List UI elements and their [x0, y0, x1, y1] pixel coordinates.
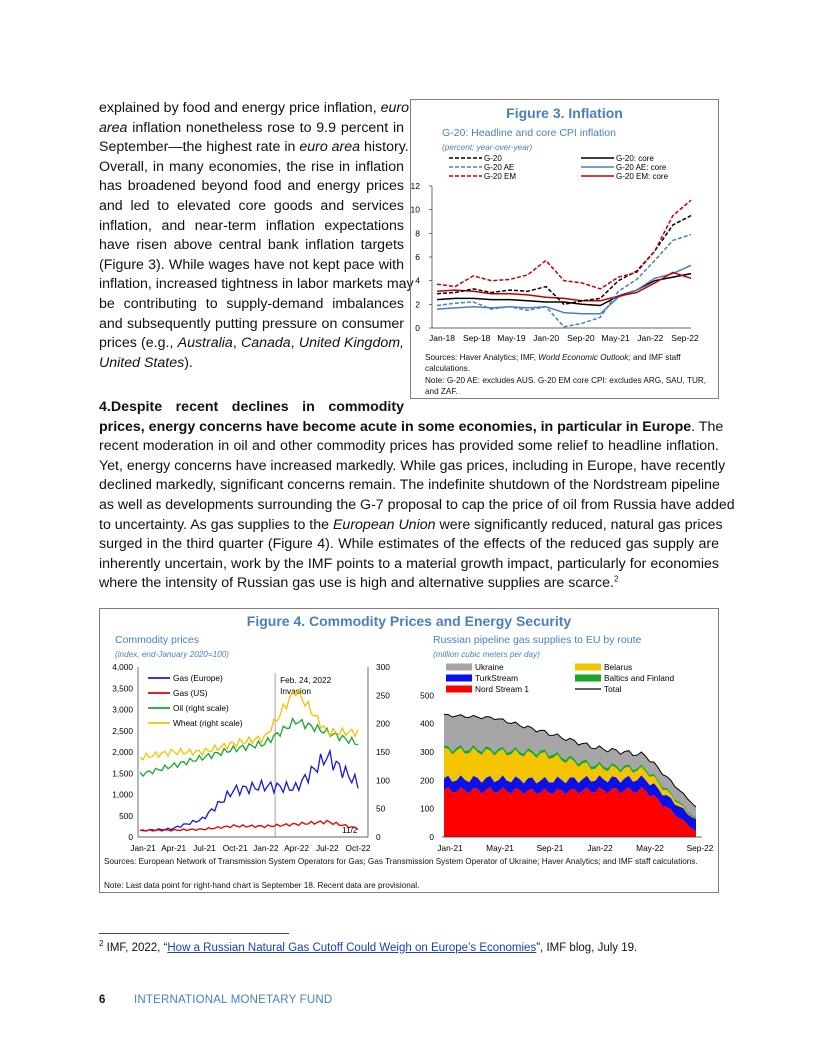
italic-run: United Kingdom,	[298, 335, 404, 352]
paragraph-inflation	[99, 99, 414, 373]
bold-run: Despite recent declines in commodity	[110, 399, 404, 415]
y-tick-label: 400	[420, 718, 434, 729]
annotation-last-date: 11/2	[342, 825, 358, 835]
para2-line	[99, 516, 723, 536]
figure-3-subtitle: G-20: Headline and core CPI inflation	[442, 127, 616, 139]
legend-label: G-20	[484, 154, 502, 163]
legend-label: G-20 AE: core	[616, 163, 667, 172]
legend-label: Wheat (right scale)	[173, 718, 243, 728]
text-run: inflation nonetheless rose to 9.9 percent in	[127, 119, 404, 136]
x-tick-label: May-19	[497, 333, 526, 343]
text-run: (Figure 3). While wages have not kept pace with	[99, 256, 404, 273]
legend-label: G-20 AE	[484, 163, 515, 172]
figure-3-chart	[411, 152, 718, 352]
text-run: be contributing to supply-demand imbalances	[99, 295, 404, 312]
italic-run: euro	[380, 100, 409, 116]
figure-3-note: Note: G-20 AE: excludes AUS. G-20 EM core CPI: excludes ARG, SAU, TUR, and ZAF.	[425, 376, 707, 396]
figure-4-right-chart	[412, 659, 712, 854]
italic-run: Canada	[240, 335, 291, 352]
y-left-tick-label: 0	[128, 832, 133, 842]
legend-label: G-20 EM: core	[616, 172, 669, 181]
para1-line	[99, 334, 404, 354]
legend-label: Total	[604, 684, 622, 694]
x-tick-label: Sep-22	[671, 333, 699, 343]
series-line	[437, 200, 691, 289]
figure-4-right-units: (million cubic meters per day)	[433, 650, 540, 659]
x-tick-label: Apr-21	[161, 843, 187, 853]
series-line	[437, 272, 691, 300]
x-tick-label: Sep-20	[567, 333, 595, 343]
legend-label: G-20 EM	[484, 172, 517, 181]
y-tick-label: 12	[410, 181, 420, 191]
y-tick-label: 0	[415, 323, 420, 333]
para2-line: as well as developments surrounding the G-7 proposal to cap the price of oil from Russia have added	[99, 496, 735, 513]
legend-label: TurkStream	[475, 673, 519, 683]
footnote-2: $^2$ IMF, 2022, “How a Russian Natural Gas Cutoff Could Weigh on Europe’s Economies”, IMF blog, July 19.	[99, 939, 638, 954]
text-run: ).	[184, 354, 193, 371]
para1-line	[99, 275, 414, 295]
y-tick-label: 200	[420, 775, 434, 786]
y-tick-label: 8	[415, 228, 420, 239]
text-run: September—the highest rate in	[99, 139, 300, 156]
x-tick-label: Jul-21	[193, 843, 216, 853]
italic-run: euro area	[299, 139, 361, 156]
figure-3-units: (percent; year-over-year)	[442, 143, 533, 152]
y-right-tick-label: 200	[376, 718, 390, 729]
legend-swatch	[446, 664, 472, 671]
x-tick-label: Oct-21	[222, 843, 248, 853]
para1-line	[99, 177, 404, 197]
y-right-tick-label: 50	[376, 803, 386, 814]
x-tick-label: Jan-22	[587, 843, 613, 853]
text-run: and subsequently putting pressure on consumer	[99, 315, 404, 332]
para1-line	[99, 138, 409, 158]
x-tick-label: May-22	[636, 843, 664, 853]
text-run: prices (e.g.,	[99, 335, 178, 352]
y-tick-label: 0	[429, 832, 434, 842]
y-right-tick-label: 250	[376, 690, 390, 701]
figure-3-sources: Sources: Haver Analytics; IMF, World Economic Outlook; and IMF staff calculations.	[425, 353, 681, 373]
text-run: has broadened beyond food and energy prices	[99, 178, 404, 195]
text-run: have risen above central bank inflation targets	[99, 237, 404, 254]
text-run: history.	[360, 139, 409, 156]
figure-4-box	[99, 608, 719, 893]
y-right-tick-label: 100	[376, 775, 390, 786]
x-tick-label: Jan-21	[437, 843, 463, 853]
legend-label: Gas (Europe)	[173, 673, 223, 683]
para1-line	[99, 99, 409, 119]
y-tick-label: 10	[410, 204, 420, 215]
x-tick-label: May-21	[486, 843, 514, 853]
y-left-tick-label: 4,000	[112, 662, 133, 672]
legend-label: Ukraine	[475, 662, 504, 672]
x-tick-label: Jan-20	[533, 333, 560, 343]
text-run: Overall, in many economies, the rise in inflation	[99, 158, 404, 175]
y-left-tick-label: 500	[119, 810, 133, 821]
x-tick-label: Jan-22	[253, 843, 279, 853]
y-left-tick-label: 1,000	[112, 789, 133, 800]
legend-label: Baltics and Finland	[604, 673, 675, 683]
x-tick-label: Jan-22	[637, 333, 664, 343]
y-right-tick-label: 0	[376, 832, 381, 842]
y-tick-label: 100	[420, 803, 434, 814]
x-tick-label: May-21	[601, 333, 630, 343]
paragraph-energy	[99, 398, 735, 594]
italic-run: Australia	[177, 335, 233, 352]
legend-label: Nord Stream 1	[475, 684, 529, 694]
x-tick-label: Sep-22	[686, 843, 714, 853]
legend-swatch	[446, 686, 472, 693]
y-right-tick-label: 150	[376, 747, 390, 757]
para1-line	[99, 158, 404, 178]
x-tick-label: Jan-18	[429, 333, 455, 343]
para1-line	[99, 217, 404, 237]
italic-run: European Union	[332, 516, 436, 533]
para1-line	[99, 295, 404, 315]
para1-line	[99, 354, 404, 374]
text-run: ,	[232, 335, 241, 352]
footnote-rule	[99, 933, 289, 934]
italic-run: area	[99, 119, 128, 136]
legend-swatch	[446, 675, 472, 682]
page-number: 6	[99, 994, 106, 1006]
y-tick-label: 2	[415, 299, 420, 310]
y-left-tick-label: 1,500	[112, 768, 133, 779]
y-left-tick-label: 2,500	[112, 725, 133, 736]
running-footer: INTERNATIONAL MONETARY FUND	[134, 994, 333, 1006]
para2-line	[99, 398, 404, 418]
figure-4-right-subtitle: Russian pipeline gas supplies to EU by route	[433, 634, 642, 646]
text-run: and led to elevated core goods and services	[99, 197, 404, 214]
figure-4-left-chart	[100, 659, 400, 854]
y-tick-label: 4	[415, 275, 420, 286]
para2-line: surged in the third quarter (Figure 4). While estimates of the effects of the reduced gas supply are	[99, 536, 719, 553]
legend-swatch	[575, 675, 601, 682]
figure-3-box	[410, 99, 719, 399]
x-tick-label: Sep-18	[463, 333, 491, 343]
para1-line	[99, 315, 404, 335]
legend-swatch	[575, 664, 601, 671]
x-tick-label: Jul-22	[315, 843, 339, 853]
text-run: ,	[290, 335, 299, 352]
text-run: . The	[691, 418, 724, 435]
figure-4-note: Note: Last data point for right-hand chart is September 18. Recent data are provisional.	[104, 881, 420, 890]
figure-3-title: Figure 3. Inflation	[506, 105, 623, 121]
legend-label: G-20: core	[616, 154, 654, 163]
y-left-tick-label: 2,000	[112, 747, 133, 757]
para2-line: recent moderation in oil and other commodity prices has provided some relief to headline inflation.	[99, 438, 719, 455]
para1-line	[99, 119, 404, 139]
x-tick-label: Apr-22	[284, 843, 310, 853]
figure-4-left-subtitle: Commodity prices	[115, 634, 200, 646]
text-run: to uncertainty. As gas supplies to the	[99, 516, 333, 533]
figure-4-left-units: (index, end-January 2020=100)	[115, 650, 230, 659]
para1-line	[99, 197, 404, 217]
text-run: explained by food and energy price inflation,	[99, 100, 381, 116]
x-tick-label: Sep-21	[536, 843, 564, 853]
para2-line	[99, 418, 724, 438]
series-line	[140, 820, 358, 831]
y-right-tick-label: 300	[376, 662, 390, 672]
text-run: where the intensity of Russian gas use is high and alternative supplies are scarce.	[99, 575, 614, 592]
para2-line	[99, 574, 719, 594]
text-run: were significantly reduced, natural gas prices	[435, 516, 723, 533]
figure-4-title: Figure 4. Commodity Prices and Energy Security	[246, 613, 572, 629]
para-number: 4.	[99, 399, 111, 415]
para1-line	[99, 256, 404, 276]
annotation-invasion: Invasion	[280, 686, 311, 696]
legend-label: Oil (right scale)	[173, 703, 229, 713]
footnote-ref: 2	[613, 574, 619, 584]
annotation-date: Feb. 24, 2022	[280, 675, 332, 685]
x-tick-label: Jan-21	[130, 843, 156, 853]
legend-label: Gas (US)	[173, 688, 208, 698]
footnote-link[interactable]: How a Russian Natural Gas Cutoff Could Weigh on Europe’s Economies	[167, 942, 537, 954]
y-tick-label: 6	[415, 252, 420, 262]
y-tick-label: 300	[420, 747, 434, 757]
text-run: inflation, increased tightness in labor markets may	[99, 276, 414, 293]
x-tick-label: Oct-22	[345, 843, 371, 853]
legend-label: Belarus	[604, 662, 633, 672]
y-left-tick-label: 3,500	[112, 683, 133, 694]
y-tick-label: 500	[420, 690, 434, 701]
figure-4-sources: Sources: European Network of Transmission System Operators for Gas; Gas Transmission System Operator of Ukraine; Haver Analytics; and IMF staff calculations.	[104, 857, 698, 866]
italic-run: United States	[99, 354, 185, 371]
series-line	[140, 751, 358, 831]
para2-line: Yet, energy concerns have increased markedly. While gas prices, including in Europe, have recently	[99, 457, 726, 474]
bold-run: prices, energy concerns have become acute in some economies, in particular in Europe	[99, 418, 692, 435]
para2-line: inherently uncertain, work by the IMF points to a material growth impact, particularly for economies	[99, 555, 719, 572]
y-left-tick-label: 3,000	[112, 704, 133, 715]
para1-line	[99, 236, 404, 256]
para2-line: declined markedly, significant concerns remain. The indefinite shutdown of the Nordstream pipeline	[99, 477, 720, 494]
text-run: inflation, and near-term inflation expectations	[99, 217, 404, 234]
